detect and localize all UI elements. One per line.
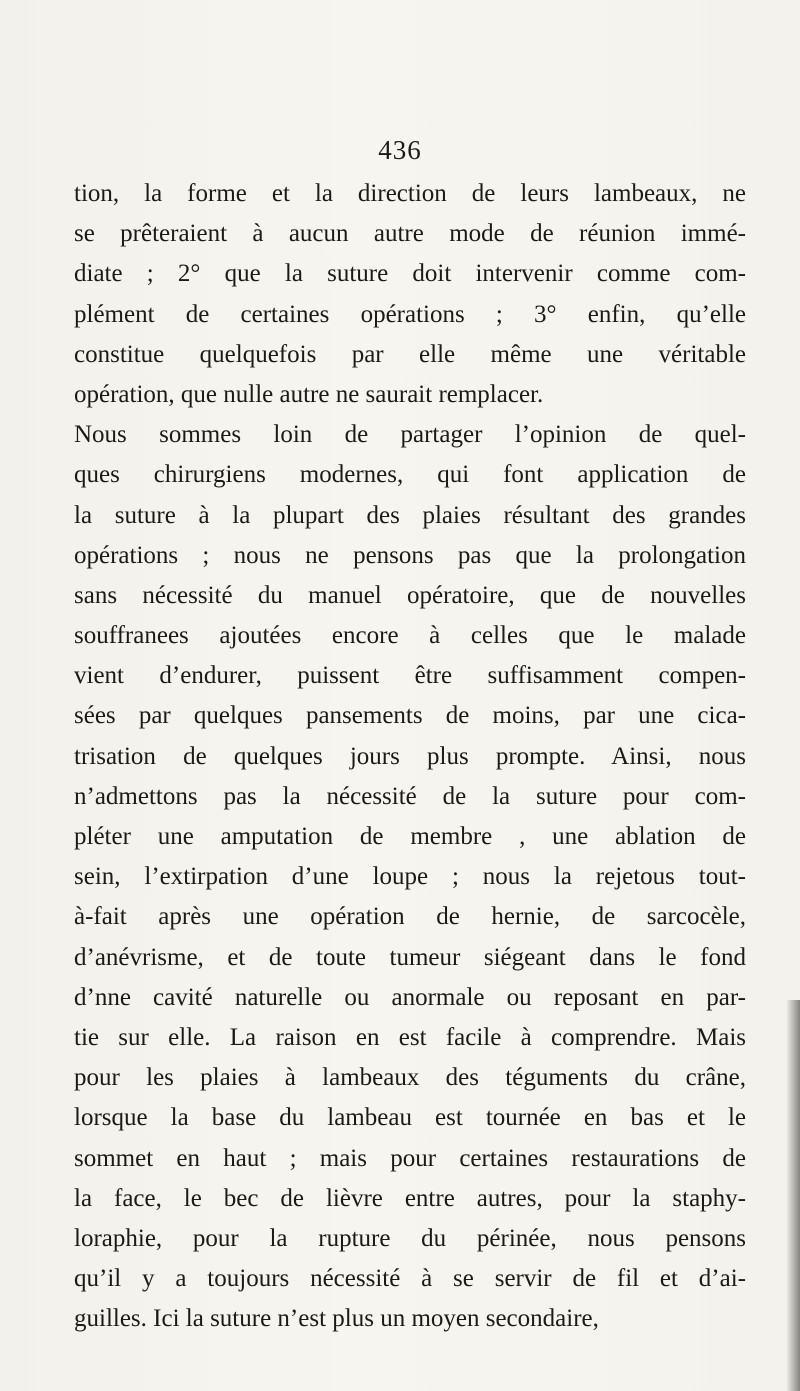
text-line: diate ; 2° que la suture doit intervenir comme com- <box>74 260 746 288</box>
page-edge-shadow <box>786 1000 800 1391</box>
text-line: d’anévrisme, et de toute tumeur siégeant dans le fond <box>74 943 746 971</box>
text-line: vient d’endurer, puissent être suffisamment compen- <box>74 662 746 690</box>
text-line: sans nécessité du manuel opératoire, que de nouvelles <box>74 581 746 609</box>
text-line: tie sur elle. La raison en est facile à comprendre. Mais <box>74 1023 746 1051</box>
text-line: opérations ; nous ne pensons pas que la prolongation <box>74 541 746 569</box>
text-line: plément de certaines opérations ; 3° enfin, qu’elle <box>74 300 746 328</box>
page-number: 436 <box>378 135 422 165</box>
text-line: d’nne cavité naturelle ou anormale ou reposant en par- <box>74 983 746 1011</box>
text-line: sées par quelques pansements de moins, par une cica- <box>74 702 746 730</box>
text-line: la face, le bec de lièvre entre autres, pour la staphy- <box>74 1184 746 1212</box>
text-line: qu’il y a toujours nécessité à se servir de fil et d’ai- <box>74 1265 746 1293</box>
text-line: n’admettons pas la nécessité de la suture pour com- <box>74 782 746 810</box>
text-line: pléter une amputation de membre , une ablation de <box>74 823 746 850</box>
text-line: la suture à la plupart des plaies résultant des grandes <box>74 501 746 529</box>
text-line: à-fait après une opération de hernie, de sarcocèle, <box>74 903 746 931</box>
text-line: se prêteraient à aucun autre mode de réunion immé- <box>74 220 746 248</box>
text-line: pour les plaies à lambeaux des téguments du crâne, <box>74 1064 746 1092</box>
text-line: lorsque la base du lambeau est tournée en bas et le <box>74 1104 746 1132</box>
text-line: opération, que nulle autre ne saurait remplacer. <box>74 380 544 408</box>
text-line: guilles. Ici la suture n’est plus un moyen secondaire, <box>74 1305 599 1333</box>
text-line: Nous sommes loin de partager l’opinion de quel- <box>74 421 746 449</box>
text-line: trisation de quelques jours plus prompte. Ainsi, nous <box>74 742 746 770</box>
text-line: loraphie, pour la rupture du périnée, nous pensons <box>74 1224 746 1252</box>
text-line: sommet en haut ; mais pour certaines restaurations de <box>74 1144 746 1172</box>
text-line: tion, la forme et la direction de leurs lambeaux, ne <box>74 180 746 207</box>
text-line: constitue quelquefois par elle même une véritable <box>74 340 746 368</box>
body-text <box>74 174 746 1339</box>
text-line: sein, l’extirpation d’une loupe ; nous la rejetous tout- <box>74 863 746 891</box>
text-line: souffranees ajoutées encore à celles que le malade <box>74 622 746 650</box>
text-line: ques chirurgiens modernes, qui font application de <box>74 461 746 489</box>
